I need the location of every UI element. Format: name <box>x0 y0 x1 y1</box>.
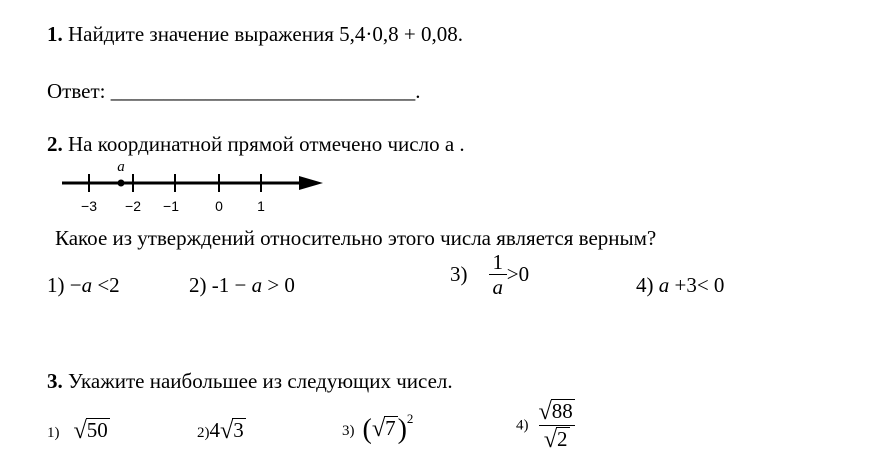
q2-option-4[interactable] <box>636 273 724 298</box>
option-variable: a <box>251 273 263 297</box>
sqrt-expression <box>74 417 110 445</box>
number-line <box>55 155 335 217</box>
option-prefix: -1 − <box>206 273 252 297</box>
option-variable: a <box>81 273 93 297</box>
fraction-numerator <box>539 399 575 424</box>
option-rest: >0 <box>506 262 530 287</box>
option-sign: − <box>69 273 82 297</box>
q3-option-3[interactable] <box>342 410 414 446</box>
question-2-number: 2. <box>47 132 63 156</box>
q2-option-2[interactable] <box>189 273 295 298</box>
question-1-number: 1. <box>47 22 63 46</box>
q2-option-1[interactable] <box>47 273 120 298</box>
answer-label: Ответ: <box>47 79 106 103</box>
q2-option-3[interactable] <box>450 251 529 298</box>
radicand: 7 <box>385 416 396 440</box>
question-2-prompt: Какое из утверждений относительно этого числа является верным? <box>55 226 657 250</box>
tick-label: −1 <box>163 198 179 214</box>
question-2 <box>47 132 465 157</box>
tick-label: 1 <box>257 198 265 214</box>
q3-option-2[interactable] <box>197 417 246 445</box>
option-fraction <box>489 251 507 298</box>
sqrt-expression <box>220 417 246 445</box>
sqrt-sign: √ <box>220 417 234 444</box>
option-rest: <2 <box>92 273 120 297</box>
answer-end: . <box>415 79 421 103</box>
option-number: 2) <box>189 273 207 297</box>
answer-line <box>47 79 420 104</box>
option-number: 4) <box>516 417 529 434</box>
question-1-text: Найдите значение выражения 5,4·0,8 + 0,08. <box>68 22 463 46</box>
point-a-label: a <box>117 159 125 175</box>
sqrt-sign: √ <box>371 415 386 442</box>
option-number: 3) <box>342 423 355 439</box>
number-line-arrow <box>299 176 323 190</box>
sqrt-sign: √ <box>538 398 552 425</box>
radicand: 2 <box>557 427 568 452</box>
radicand: 88 <box>551 399 573 423</box>
question-2-text: На координатной прямой отмечено число а . <box>68 132 465 156</box>
right-paren: ) <box>397 414 407 445</box>
fraction-denominator <box>539 427 575 452</box>
answer-blank[interactable]: _____________________________ <box>110 79 416 103</box>
q3-option-4[interactable] <box>516 399 575 453</box>
left-paren: ( <box>362 414 372 445</box>
tick-label: −3 <box>81 198 97 214</box>
radicand: 50 <box>86 418 108 442</box>
option-variable: a <box>658 273 670 297</box>
option-number: 2) <box>197 425 210 441</box>
option-rest: > 0 <box>262 273 295 297</box>
sqrt-expression <box>372 415 398 443</box>
tick-label: 0 <box>215 198 223 214</box>
coefficient: 4 <box>209 418 220 442</box>
q3-option-1[interactable] <box>47 417 110 445</box>
tick-label: −2 <box>125 198 141 214</box>
option-number: 1) <box>47 273 65 297</box>
option-rest: +3< 0 <box>669 273 725 297</box>
option-number: 1) <box>47 425 60 441</box>
radicand: 3 <box>233 418 244 442</box>
question-3-text: Укажите наибольшее из следующих чисел. <box>68 369 453 393</box>
fraction-denominator: a <box>492 275 503 300</box>
sqrt-sign: √ <box>543 426 557 454</box>
question-3 <box>47 369 453 394</box>
point-a <box>118 180 125 187</box>
exponent: 2 <box>406 410 414 426</box>
question-3-number: 3. <box>47 369 63 393</box>
sqrt-sign: √ <box>73 417 87 444</box>
question-1 <box>47 22 463 47</box>
fraction-numerator: 1 <box>492 250 503 274</box>
option-number: 4) <box>636 273 654 297</box>
option-number: 3) <box>450 262 468 287</box>
option-fraction <box>539 399 575 453</box>
